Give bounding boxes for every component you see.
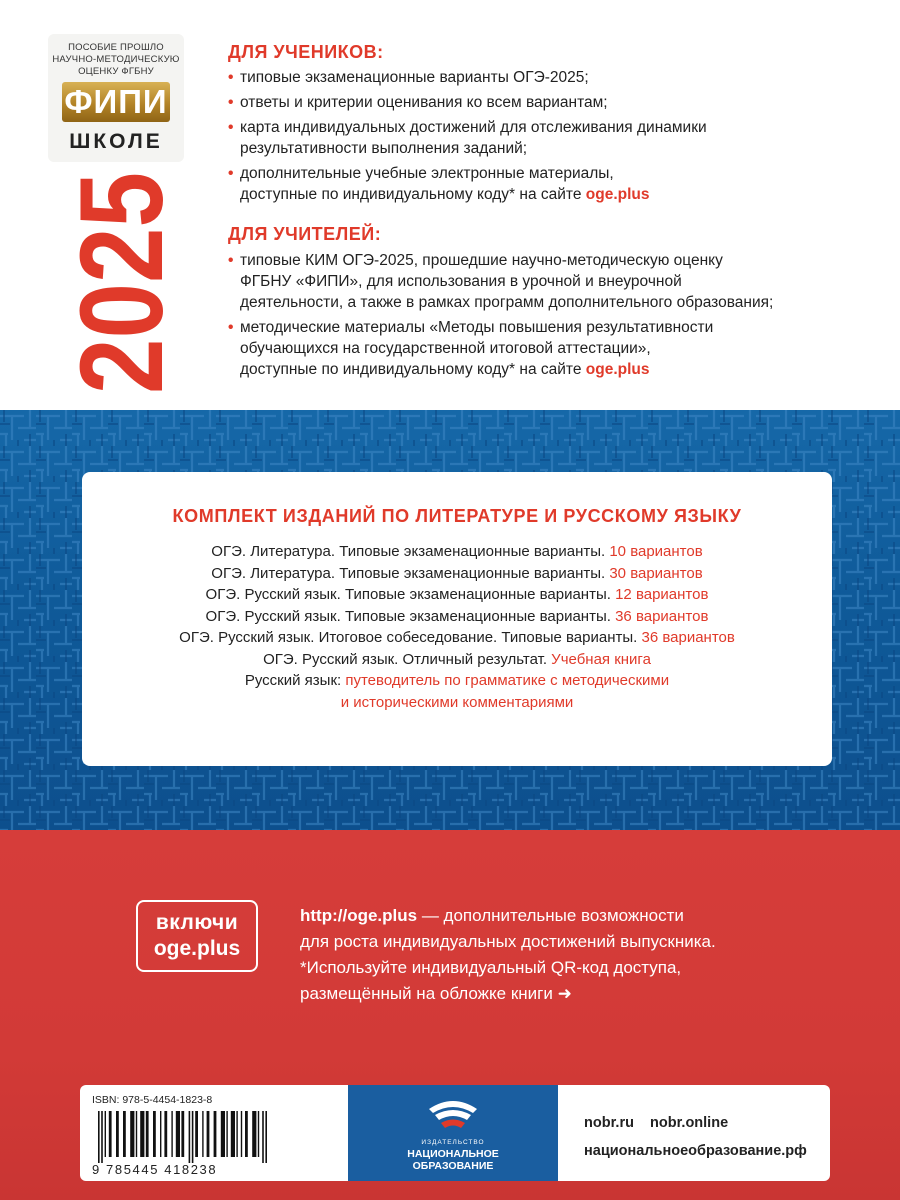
kit-item — [82, 627, 832, 649]
bullet: • — [228, 252, 234, 269]
oge-plus-url-link[interactable]: http://oge.plus — [300, 906, 418, 925]
list-item-text: карта индивидуальных достижений для отслеживания динамики — [240, 119, 707, 136]
list-item-text: доступные по индивидуальному коду* на сайте — [240, 361, 582, 378]
list-item-text: ответы и критерии оценивания ко всем вариантам; — [240, 94, 608, 111]
kit-item — [82, 584, 832, 606]
barcode-bar — [105, 1111, 106, 1157]
barcode-bar — [207, 1111, 210, 1157]
barcode-card — [80, 1085, 348, 1181]
barcode-bar — [262, 1111, 264, 1163]
kit-item-highlight: 12 вариантов — [615, 586, 709, 603]
kit-item-text: ОГЭ. Русский язык. Типовые экзаменационные варианты. — [205, 586, 611, 603]
kit-item-highlight: и историческими комментариями — [340, 693, 574, 711]
bullet: • — [228, 69, 234, 86]
barcode-bar — [176, 1111, 180, 1157]
barcode-bar — [231, 1111, 235, 1157]
list-item — [228, 67, 848, 88]
barcode-bar — [130, 1111, 134, 1157]
promo-line — [300, 903, 820, 929]
site-link-nobr-online[interactable]: nobr.online — [650, 1115, 729, 1131]
list-item-text: типовые КИМ ОГЭ-2025, прошедшие научно-методическую оценку — [240, 252, 723, 269]
barcode-bar — [192, 1111, 194, 1163]
promo-text — [300, 903, 820, 1007]
students-list — [228, 67, 848, 209]
kit-item — [82, 606, 832, 628]
list-item — [228, 92, 848, 113]
list-item-text: методические материалы «Методы повышения результативности — [240, 319, 714, 336]
kit-item — [82, 692, 832, 714]
kit-item-highlight: 30 вариантов — [609, 564, 703, 582]
kit-item-text: ОГЭ. Русский язык. Типовые экзаменационные варианты. — [205, 607, 611, 625]
teachers-list — [228, 250, 848, 384]
isbn-label: ISBN: 978-5-4454-1823-8 — [92, 1094, 213, 1106]
kit-item-highlight: 36 вариантов — [615, 607, 709, 625]
barcode-bar — [245, 1111, 248, 1157]
publisher-caption: ИЗДАТЕЛЬСТВО — [421, 1139, 485, 1146]
blue-band — [0, 410, 900, 830]
sites-card — [558, 1085, 830, 1181]
year-text: 202 — [66, 197, 176, 394]
list-item — [228, 163, 848, 205]
publisher-block — [348, 1085, 558, 1181]
students-title: ДЛЯ УЧЕНИКОВ: — [228, 42, 384, 62]
top-section — [0, 0, 900, 410]
barcode-bar — [146, 1111, 149, 1157]
barcode-bar — [123, 1111, 126, 1157]
barcode-bar — [136, 1111, 137, 1157]
bullet: • — [228, 119, 234, 136]
oge-plus-link[interactable]: oge.plus — [585, 186, 650, 203]
fipi-note-line: НАУЧНО-МЕТОДИЧЕСКУЮ — [52, 54, 180, 65]
include-label: включи — [155, 911, 239, 934]
kit-item-text: ОГЭ. Литература. Типовые экзаменационные варианты. — [211, 564, 606, 582]
barcode-bar — [101, 1111, 103, 1163]
barcode-bar — [265, 1111, 267, 1163]
barcode-bar — [109, 1111, 112, 1157]
barcode-bar — [160, 1111, 161, 1157]
publisher-logo-icon — [425, 1095, 481, 1135]
fipi-school-label: ШКОЛЕ — [69, 130, 163, 153]
promo-line: *Используйте индивидуальный QR-код доступа, — [300, 958, 682, 977]
kit-item-highlight: путеводитель по грамматике с методическими — [345, 672, 670, 689]
barcode-bar — [214, 1111, 217, 1157]
list-item — [228, 250, 848, 313]
barcode-bar — [241, 1111, 242, 1157]
kit-item-text: ОГЭ. Русский язык. Отличный результат. — [263, 650, 547, 668]
barcode-bar — [116, 1111, 119, 1157]
barcode-bar — [98, 1111, 100, 1163]
publisher-name — [348, 1148, 558, 1172]
list-item-text: дополнительные учебные электронные материалы, — [240, 165, 614, 182]
list-item-text: типовые экзаменационные варианты ОГЭ-2025; — [240, 69, 589, 86]
barcode-bar — [189, 1111, 191, 1163]
kit-card — [82, 472, 832, 766]
list-item — [228, 117, 848, 159]
barcode-bar — [140, 1111, 144, 1157]
barcode-bar — [195, 1111, 198, 1157]
barcode-image — [92, 1111, 332, 1163]
publisher-name-line: НАЦИОНАЛЬНОЕ — [407, 1148, 499, 1160]
year-graphic — [66, 172, 176, 394]
kit-item-text: ОГЭ. Литература. Типовые экзаменационные варианты. — [211, 543, 606, 560]
promo-line: для роста индивидуальных достижений выпускника. — [300, 932, 716, 951]
list-item-text: деятельности, а также в рамках программ дополнительного образования; — [240, 294, 774, 311]
promo-line: размещённый на обложке книги ➜ — [300, 984, 572, 1003]
fipi-note-line: ОЦЕНКУ ФГБНУ — [78, 66, 154, 77]
promo-line-text: — дополнительные возможности — [417, 906, 684, 925]
barcode-bar — [258, 1111, 259, 1157]
bullet: • — [228, 165, 234, 182]
oge-plus-link[interactable]: oge.plus — [585, 361, 650, 378]
bullet: • — [228, 94, 234, 111]
kit-item — [82, 541, 832, 563]
barcode-bar — [171, 1111, 172, 1157]
fipi-badge — [48, 34, 184, 162]
kit-item-highlight: 36 вариантов — [641, 629, 735, 646]
list-item-text: результативности выполнения заданий; — [240, 140, 528, 157]
kit-item-highlight: Учебная книга — [551, 650, 651, 668]
isbn-digits: 9 785445 418238 — [92, 1162, 218, 1177]
bullet: • — [228, 319, 234, 336]
kit-item-text: ОГЭ. Русский язык. Итоговое собеседование. Типовые варианты. — [179, 629, 638, 646]
barcode-bar — [252, 1111, 256, 1157]
kit-item — [82, 563, 832, 585]
barcode-bar — [226, 1111, 227, 1157]
barcode-bar — [221, 1111, 225, 1157]
include-oge-plus-box[interactable] — [136, 900, 258, 972]
fipi-note — [48, 34, 184, 78]
barcode-bar — [181, 1111, 184, 1157]
kit-title: КОМПЛЕКТ ИЗДАНИЙ ПО ЛИТЕРАТУРЕ И РУССКОМУ ЯЗЫКУ — [172, 506, 742, 526]
publisher-name-line: ОБРАЗОВАНИЕ — [412, 1160, 494, 1172]
teachers-title: ДЛЯ УЧИТЕЛЕЙ: — [228, 224, 382, 244]
include-site: oge.plus — [153, 937, 241, 960]
year-vertical — [66, 172, 176, 394]
kit-item-text: Русский язык: — [244, 672, 342, 689]
list-item-text: доступные по индивидуальному коду* на сайте — [240, 186, 582, 203]
kit-item — [82, 670, 832, 692]
list-item-text: обучающихся на государственной итоговой аттестации», — [240, 340, 651, 357]
fipi-note-line: ПОСОБИЕ ПРОШЛО — [68, 42, 164, 53]
list-item-text: ФГБНУ «ФИПИ», для использования в урочной и внеурочной — [240, 273, 682, 290]
kit-item — [82, 649, 832, 671]
list-item — [228, 317, 848, 380]
kit-item-highlight: 10 вариантов — [609, 543, 703, 560]
barcode-bar — [236, 1111, 237, 1157]
barcode-bar — [153, 1111, 156, 1157]
fipi-logo: ФИПИ — [62, 82, 170, 122]
site-link-national-education[interactable]: национальноеобразование.рф — [584, 1143, 807, 1159]
barcode-bar — [164, 1111, 167, 1157]
barcode-bar — [202, 1111, 203, 1157]
kit-list — [82, 541, 832, 713]
site-link-nobr-ru[interactable]: nobr.ru — [584, 1115, 634, 1131]
